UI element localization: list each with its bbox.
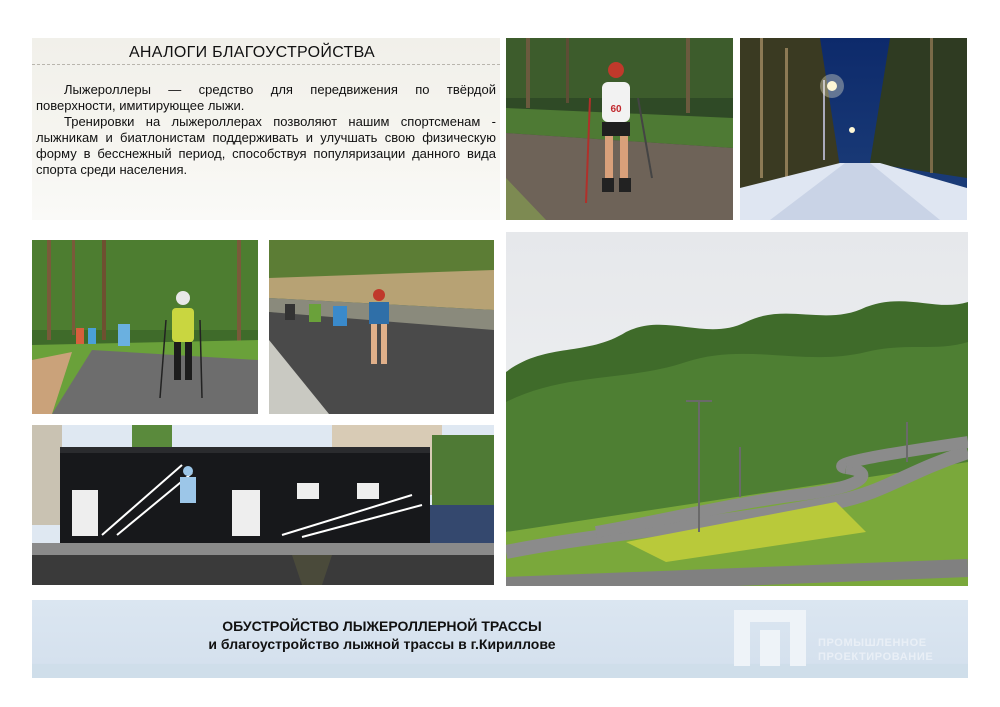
company-logo-text [818, 636, 968, 664]
section-body [36, 82, 496, 178]
banner-strip [32, 664, 968, 678]
paragraph-training: Тренировки на лыжероллерах позволяют нашим спортсменам - лыжникам и биатлонистам поддерживать и улучшать свою физическую форму в бесснежный период, способствуя популяризации данного вида спорта среди населения. [36, 114, 496, 177]
photo-forest-track-group [32, 240, 258, 414]
photo-roller-skiers-group [269, 240, 494, 414]
photo-service-building [32, 425, 494, 585]
photo-serpentine-track [506, 232, 968, 586]
section-heading: АНАЛОГИ БЛАГОУСТРОЙСТВА [128, 44, 376, 61]
logo-line-2: ПРОЕКТИРОВАНИЕ [818, 651, 934, 663]
banner-title: ОБУСТРОЙСТВО ЛЫЖЕРОЛЛЕРНОЙ ТРАССЫ [222, 618, 542, 634]
company-logo-icon [734, 610, 806, 666]
bib-number: 60 [610, 104, 622, 115]
paragraph-definition: Лыжероллеры — средство для передвижения по твёрдой поверхности, имитирующее лыжи. [36, 82, 496, 113]
logo-line-1: ПРОМЫШЛЕННОЕ [818, 637, 927, 649]
banner-subtitle: и благоустройство лыжной трассы в г.Кириллове [208, 636, 556, 652]
photo-night-ski-trail [740, 38, 967, 220]
text-panel [32, 38, 500, 220]
title-banner [32, 600, 968, 678]
heading-divider [32, 64, 500, 65]
photo-roller-skier-road [506, 38, 733, 220]
